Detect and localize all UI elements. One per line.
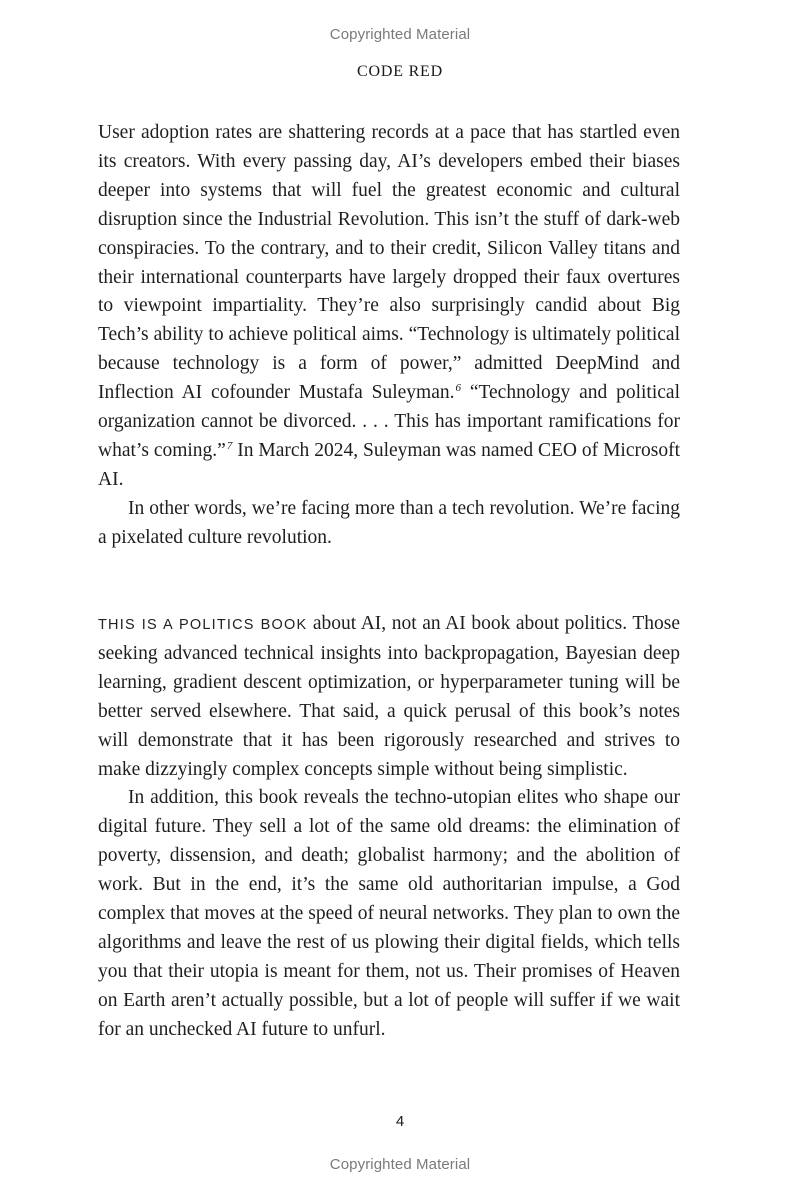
paragraph — [98, 119, 680, 495]
copyright-watermark-bottom: Copyrighted Material — [329, 1156, 471, 1173]
paragraph-text: “Technology and political organization cannot be divorced. . . . This has important ramifications for what’s coming.” — [98, 382, 680, 461]
footnote-ref[interactable]: 6 — [455, 382, 461, 395]
section-2 — [98, 610, 680, 1045]
footnote-ref[interactable]: 7 — [226, 439, 233, 452]
paragraph: In other words, we’re facing more than a tech revolution. We’re facing a pixelated culture revolution. — [98, 497, 680, 548]
paragraph: In addition, this book reveals the techno-utopian elites who shape our digital future. They sell a lot of the same old dreams: the elimination of poverty, dissension, and death; globalist harmony; and the abolition of work. But in the end, it’s the same old authoritarian impulse, a God complex that moves at the speed of neural networks. They plan to own the algorithms and leave the rest of us plowing their digital fields, which tells you that their utopia is meant for them, not us. Their promises of Heaven on Earth aren’t actually possible, but a lot of people will suffer if we wait for an unchecked AI future to unfurl. — [98, 787, 680, 1040]
paragraph — [98, 610, 680, 784]
paragraph-text: about AI, not an AI book about politics. Those seeking advanced technical insights into backpropagation, Bayesian deep learning, gradient descent optimization, or hyperparameter tuning will be better served elsewhere. That said, a quick perusal of this book’s notes will demonstrate that it has been rigorously researched and strives to make dizzyingly complex concepts simple without being simplistic. — [98, 613, 680, 780]
running-head: CODE RED — [357, 63, 443, 80]
section-1 — [98, 119, 680, 553]
page-number: 4 — [395, 1113, 405, 1130]
paragraph-text: User adoption rates are shattering records at a pace that has startled even its creators. With every passing day, AI’s developers embed their biases deeper into systems that will fuel the greatest economic and cultural disruption since the Industrial Revolution. This isn’t the stuff of dark-web conspiracies. To the contrary, and to their credit, Silicon Valley titans and their international counterparts have largely dropped their faux overtures to viewpoint impartiality. They’re also surprisingly candid about Big Tech’s ability to achieve political aims. “Technology is ultimately political because technology is a form of power,” admitted DeepMind and Inflection AI cofounder Mustafa Suleyman. — [98, 122, 680, 404]
copyright-watermark-top: Copyrighted Material — [329, 26, 471, 43]
paragraph-text: In March 2024, Suleyman was named CEO of Microsoft AI. — [98, 439, 680, 490]
section-lead-in: THIS IS A POLITICS BOOK — [98, 617, 308, 633]
